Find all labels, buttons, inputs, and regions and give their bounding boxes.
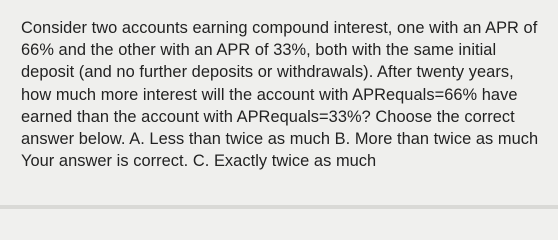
question-text: Consider two accounts earning compound interest, one with an APR of 66% and the other with an APR of 33%, both with the same initial deposit (and no further deposits or withdrawals). After twenty years, how much more interest will the account with APRequals=66% have earned than the account with APRequals=33%? Choose the correct answer below. A. Less than twice as much B. More than twice as much Your answer is correct. C. Exactly twice as much <box>21 19 539 171</box>
divider <box>0 205 558 209</box>
